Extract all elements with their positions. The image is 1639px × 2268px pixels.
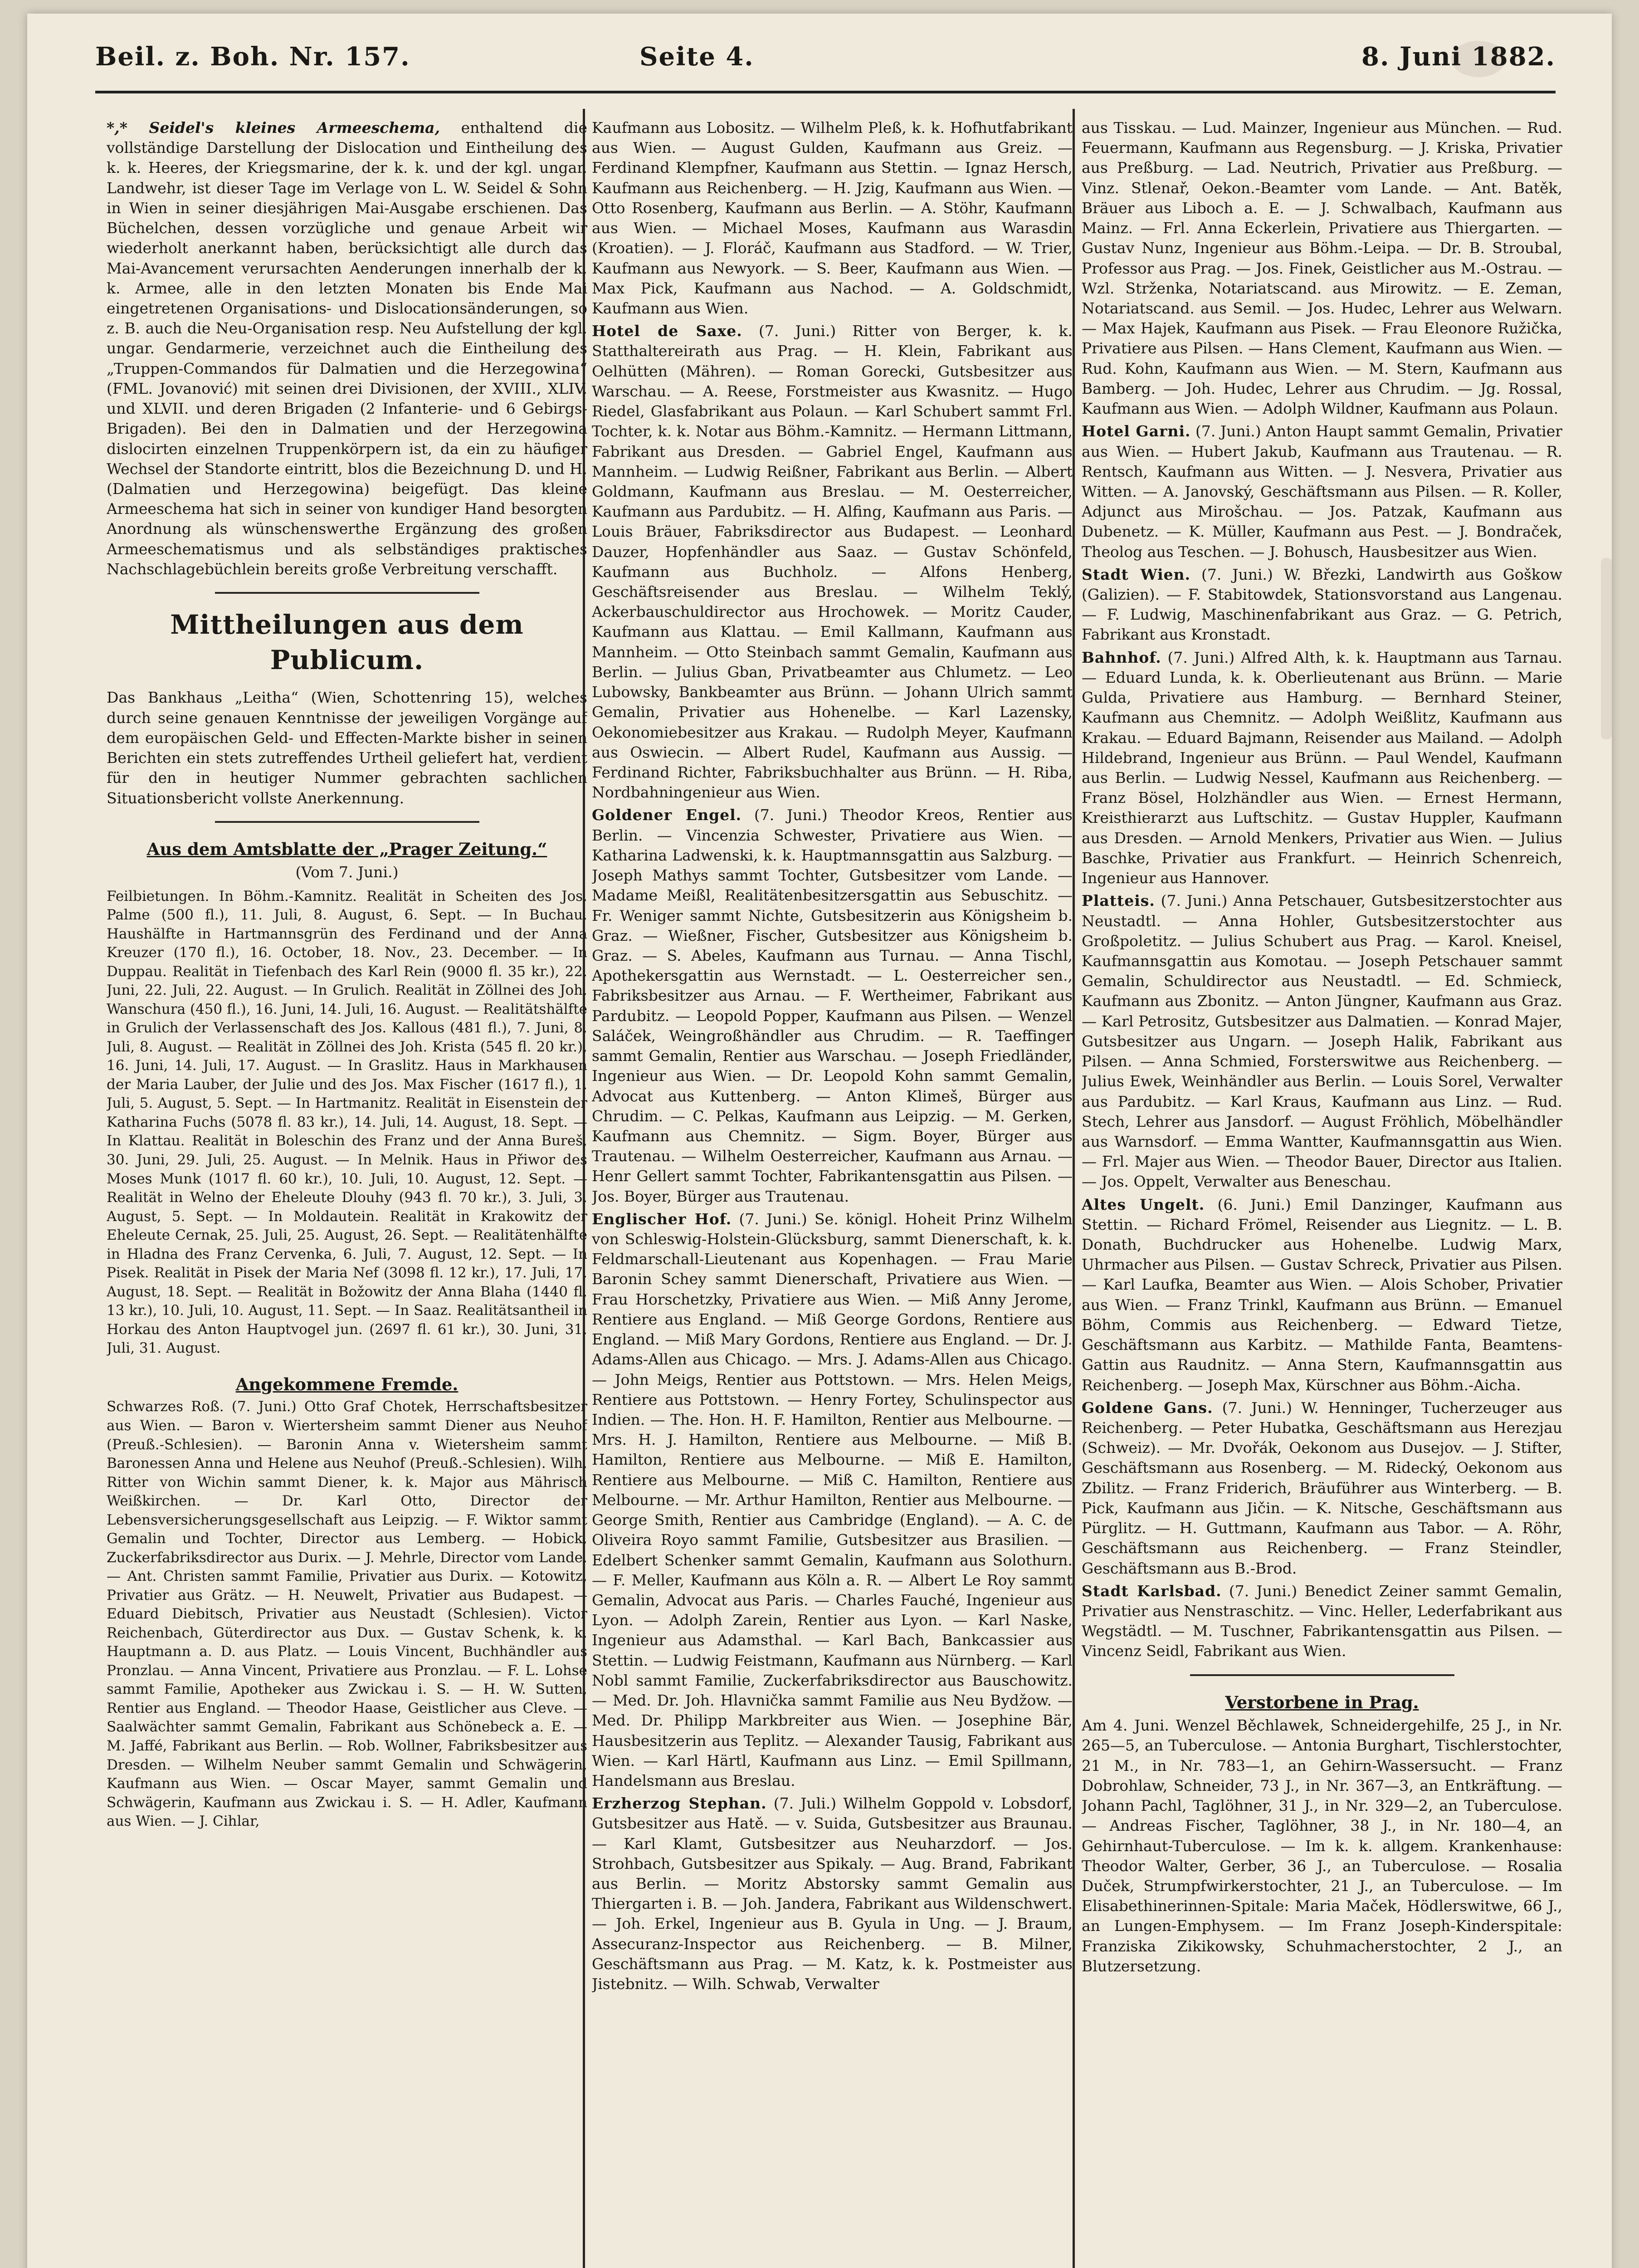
hotel-guests: (7. Juni.) Anna Petschauer, Gutsbesitzerstochter aus Neustadtl. — Anna Hohler, Gutsbesitzerstochter aus Großpoletitz. — Julius Schubert aus Prag. — Karol. Kneisel, Kaufmannsgattin aus Komotau. — Joseph Petschauer sammt Gemalin, Schuldirector aus Neustadtl. — Ed. Schmieck, Kaufmann aus Zbonitz. — Anton Jüngner, Kaufmann aus Graz. — Karl Petrositz, Gutsbesitzer aus Dalmatien. — Konrad Majer, Gutsbesitzer aus Ungarn. — Joseph Halik, Fabrikant aus Pilsen. — Anna Schmied, Forsterswitwe aus Reichenberg. — Julius Ewek, Weinhändler aus Berlin. — Louis Sorel, Verwalter aus Pardubitz. — Karl Kraus, Kaufmann aus Linz. — Rud. Stech, Lehrer aus Jansdorf. — August Fröhlich, Möbelhändler aus Warnsdorf. — Emma Wantter, Kaufmannsgattin aus Wien. — Frl. Majer aus Wien. — Theodor Bauer, Director aus Italien. — Jos. Oppelt, Verwalter aus Beneschau. [1082,892,1562,1191]
hotel-name: Erzherzog Stephan. [592,1794,767,1813]
separator [215,821,479,823]
hotel-guests: (7. Juni.) Alfred Alth, k. k. Hauptmann aus Tarnau. — Eduard Lunda, k. k. Oberlieutenant aus Brünn. — Marie Gulda, Privatiere aus Hamburg. — Bernhard Steiner, Kaufmann aus Chemnitz. — Adolph Weißlitz, Kaufmann aus Krakau. — Eduard Bajmann, Reisender aus Mailand. — Adolph Hildebrand, Ingenieur aus Brünn. — Paul Wendel, Kaufmann aus Berlin. — Ludwig Nessel, Kaufmann aus Reichenberg. — Franz Bösel, Holzhändler aus Wien. — Ernest Hermann, Kreisthierarzt aus Luftschitz. — Gustav Huppler, Kaufmann aus Dresden. — Arnold Menkers, Privatier aus Wien. — Julius Baschke, Privatier aus Frankfurt. — Heinrich Schenreich, Ingenieur aus Hannover. [1082,648,1562,887]
bank-notice: Das Bankhaus „Leitha“ (Wien, Schottenring 15), welches durch seine genauen Kenntnisse der jeweiligen Vorgänge auf dem europäischen Geld- und Effecten-Markte bisher in seinen Berichten ein stets zutreffendes Urtheil geliefert hat, verdient für den in heutiger Nummer gebrachten sachlichen Situationsbericht vollste Anerkennung. [107,689,587,807]
hotel-entry-engel [592,805,1073,1206]
amtsblatt-date: (Vom 7. Juni.) [295,863,399,881]
hotel-name: Hotel Garni. [1082,422,1191,440]
fremde-body: Schwarzes Roß. (7. Juni.) Otto Graf Chotek, Herrschaftsbesitzer aus Wien. — Baron v. Wiertersheim sammt Diener aus Neuhof (Preuß.-Schlesien). — Baronin Anna v. Wietersheim sammt Baronessen Anna und Helene aus Neuhof (Preuß.-Schlesien). Wilh. Ritter von Wichin sammt Diener, k. k. Major aus Mährisch Weißkirchen. — Dr. Karl Otto, Director der Lebensversicherungsgesellschaft aus Leipzig. — F. Wiktor sammt Gemalin und Tochter, Director aus Lemberg. — Hobick, Zuckerfabriksdirector aus Durix. — J. Mehrle, Director vom Lande. — Ant. Christen sammt Familie, Privatier aus Durix. — Kotowitz, Privatier aus Grätz. — H. Neuwelt, Privatier aus Budapest. — Eduard Diebitsch, Privatier aus Neustadt (Schlesien). Victor Reichenbach, Güterdirector aus Dux. — Gustav Schenk, k. k. Hauptmann a. D. aus Platz. — Louis Vincent, Buchhändler aus Pronzlau. — Anna Vincent, Privatiere aus Pronzlau. — F. L. Lohse sammt Familie, Apotheker aus Zwickau i. S. — H. W. Sutten, Rentier aus England. — Theodor Haase, Geistlicher aus Cleve. — Saalwächter sammt Gemalin, Fabrikant aus Schönebeck a. E. — M. Jaffé, Fabrikant aus Berlin. — Rob. Wollner, Fabriksbesitzer aus Dresden. — Wilhelm Neuber sammt Gemalin und Schwägerin, Kaufmann aus Wien. — Oscar Mayer, sammt Gemalin und Schwägerin, Kaufmann aus Zwickau i. S. — H. Adler, Kaufmann aus Wien. — J. Cihlar, [107,1398,587,1830]
hotel-entry-goldene-gans [1082,1398,1562,1579]
hotel-guests: (7. Juni.) W. Březki, Landwirth aus Goškow (Galizien). — F. Stabitowdek, Stationsvorstand aus Langenau. — F. Ludwig, Maschinenfabrikant aus Graz. — G. Petrich, Fabrikant aus Kronstadt. [1082,565,1562,644]
guest-list-continued: Kaufmann aus Lobositz. — Wilhelm Pleß, k. k. Hofhutfabrikant aus Wien. — August Gulden, Kaufmann aus Greiz. — Ferdinand Klempfner, Kaufmann aus Stettin. — Ignaz Hersch, Kaufmann aus Reichenberg. — H. Jzig, Kaufmann aus Wien. — Otto Rosenberg, Kaufmann aus Berlin. — A. Stöhr, Kaufmann aus Wien. — Michael Moses, Kaufmann aus Warasdin (Kroatien). — J. Floráč, Kaufmann aus Stadford. — W. Trier, Kaufmann aus Newyork. — S. Beer, Kaufmann aus Wien. — Max Pick, Kaufmann aus Nachod. — A. Goldschmidt, Kaufmann aus Wien. [592,119,1073,317]
hotel-entry-stadt-karlsbad [1082,1581,1562,1662]
guest-list-continued: aus Tisskau. — Lud. Mainzer, Ingenieur aus München. — Rud. Feuermann, Kaufmann aus Regensburg. — J. Kriska, Privatier aus Preßburg. — Lad. Neutrich, Privatier aus Preßburg. — Vinz. Stlenař, Oekon.-Beamter vom Lande. — Ant. Batěk, Bräuer aus Liboch a. E. — J. Schwalbach, Kaufmann aus Mainz. — Frl. Anna Eckerlein, Privatiere aus Thiergarten. — Gustav Nunz, Ingenieur aus Böhm.-Leipa. — Dr. B. Stroubal, Professor aus Prag. — Jos. Finek, Geistlicher aus M.-Ostrau. — Wzl. Strženka, Notariatscand. aus Mirowitz. — E. Zeman, Notariatscand. aus Semil. — Jos. Hudec, Lehrer aus Welwarn. — Max Hajek, Kaufmann aus Pisek. — Frau Eleonore Ružička, Privatiere aus Pilsen. — Hans Clement, Kaufmann aus Wien. — Rud. Kohn, Kaufmann aus Wien. — M. Stern, Kaufmann aus Bamberg. — Joh. Hudec, Lehrer aus Chrudim. — Jg. Rossal, Kaufmann aus Wien. — Adolph Wildner, Kaufmann aus Polaun. [1082,119,1562,418]
hotel-name: Altes Ungelt. [1082,1195,1205,1213]
hotel-name: Hotel de Saxe. [592,322,742,340]
separator [1190,1674,1454,1676]
notice-title: *,* Seidel's kleines Armeeschema, [107,119,440,137]
hotel-name: Stadt Wien. [1082,565,1191,583]
hotel-entry-altes-ungelt [1082,1195,1562,1395]
hotel-name: Goldener Engel. [592,806,742,824]
column-divider [1073,109,1075,2268]
column-3 [1082,118,1562,2268]
page-header [95,23,1556,93]
hotel-guests: (7. Juni.) Se. königl. Hoheit Prinz Wilhelm von Schleswig-Holstein-Glücksburg, sammt Dienerschaft, k. k. Feldmarschall-Lieutenant aus Kopenhagen. — Frau Marie Baronin Schey sammt Dienerschaft, Privatiere aus Wien. — Frau Horschetzky, Privatiere aus Wien. — Miß Anny Jerome, Rentiere aus England. — Miß George Gordons, Rentiere aus England. — Miß Mary Gordons, Rentiere aus England. — Dr. J. Adams-Allen aus Chicago. — Mrs. J. Adams-Allen aus Chicago. — John Meigs, Rentier aus Pottstown. — Mrs. Helen Meigs, Rentiere aus Pottstown. — Henry Fortey, Schulinspector aus Indien. — The. Hon. H. F. Hamilton, Rentier aus Melbourne. — Mrs. H. J. Hamilton, Rentiere aus Melbourne. — Miß B. Hamilton, Rentiere aus Melbourne. — Miß E. Hamilton, Rentiere aus Melbourne. — Miß C. Hamilton, Rentiere aus Melbourne. — Mr. Arthur Hamilton, Rentier aus Melbourne. — George Smith, Rentier aus Cambridge (England). — A. C. de Oliveira Royo sammt Familie, Gutsbesitzer aus Brasilien. — Edelbert Schenker sammt Gemalin, Kaufmann aus Solothurn. — F. Meller, Kaufmann aus Köln a. R. — Albert Le Roy sammt Gemalin, Advocat aus Paris. — Charles Fauché, Ingenieur aus Lyon. — Adolph Zarein, Rentier aus Lyon. — Karl Naske, Ingenieur aus Adamsthal. — Karl Bach, Bankcassier aus Stettin. — Ludwig Feistmann, Kaufmann aus Nürnberg. — Karl Nobl sammt Familie, Zuckerfabriksdirector aus Bauschowitz. — Med. Dr. Joh. Hlavnička sammt Familie aus Neu Bydžow. — Med. Dr. Philipp Markbreiter aus Wien. — Josephine Bär, Hausbesitzerin aus Teplitz. — Alexander Tausig, Fabrikant aus Wien. — Karl Härtl, Kaufmann aus Linz. — Emil Spillmann, Handelsmann aus Breslau. [592,1210,1073,1789]
hotel-name: Goldene Gans. [1082,1398,1213,1417]
page-edge-shadow [1601,558,1612,739]
hotel-entry-platteis [1082,891,1562,1192]
armeeschema-notice [107,118,587,579]
hotel-guests: (7. Juni.) Ritter von Berger, k. k. Statthaltereirath aus Prag. — H. Klein, Fabrikant aus Oelhütten (Mähren). — Roman Gorecki, Gutsbesitzer aus Warschau. — A. Reese, Forstmeister aus Kwasnitz. — Hugo Riedel, Glasfabrikant aus Polaun. — Karl Schubert sammt Frl. Tochter, k. k. Notar aus Böhm.-Kamnitz. — Hermann Littmann, Fabrikant aus Dresden. — Gabriel Engel, Kaufmann aus Mannheim. — Ludwig Reißner, Fabrikant aus Berlin. — Albert Goldmann, Kaufmann aus Breslau. — M. Oesterreicher, Kaufmann aus Pardubitz. — H. Alfing, Kaufmann aus Paris. — Louis Bräuer, Fabriksdirector aus Budapest. — Leonhard Dauzer, Hopfenhändler aus Saaz. — Gustav Schönfeld, Kaufmann aus Buchholz. — Alfons Henberg, Geschäftsreisender aus Breslau. — Wilhelm Teklý, Ackerbauschuldirector aus Hrochowek. — Moritz Cauder, Kaufmann aus Klattau. — Emil Kallmann, Kaufmann aus Mannheim. — Otto Steinbach sammt Gemalin, Kaufmann aus Berlin. — Julius Gban, Privatbeamter aus Chlumetz. — Leo Lubowsky, Bankbeamter aus Brünn. — Johann Ulrich sammt Gemalin, Privatier aus Hohenelbe. — Karl Lazensky, Oekonomiebesitzer aus Krakau. — Rudolph Meyer, Kaufmann aus Oswiecin. — Albert Rudel, Kaufmann aus Aussig. — Ferdinand Richter, Fabriksbuchhalter aus Brünn. — H. Riba, Nordbahningenieur aus Wien. [592,322,1073,802]
hotel-entry-stephan [592,1794,1073,1994]
column-1 [107,118,587,2268]
hotel-entry-saxe [592,321,1073,802]
hotel-name: Bahnhof. [1082,648,1161,666]
column-2 [592,118,1073,2268]
verstorbene-body: Am 4. Juni. Wenzel Běchlawek, Schneidergehilfe, 25 J., in Nr. 265—5, an Tuberculose. — Antonia Burghart, Tischlerstochter, 21 M., in Nr. 783—1, an Gehirn-Wassersucht. — Franz Dobrohlaw, Schneider, 73 J., in Nr. 367—3, an Entkräftung. — Johann Pachl, Taglöhner, 31 J., in Nr. 329—2, an Tuberculose. — Andreas Fischer, Taglöhner, 38 J., in Nr. 180—4, an Gehirnhaut-Tuberculose. — Im k. k. allgem. Krankenhause: Theodor Walter, Gerber, 36 J., an Tuberculose. — Rosalia Duček, Strumpfwirkerstochter, 21 J., an Tuberculose. — Im Elisabethinerinnen-Spitale: Maria Maček, Hödlerswitwe, 66 J., an Lungen-Emphysem. — Im Franz Joseph-Kinderspitale: Franziska Zikikowsky, Schuhmacherstochter, 2 J., an Blutzersetzung. [1082,1716,1562,1975]
paper-stain [1451,41,1506,77]
hotel-entry-stadt-wien [1082,565,1562,645]
notice-body: enthaltend die vollständige Darstellung der Dislocation und Eintheilung des k. k. Heeres, der Kriegsmarine, der k. k. und der kgl. ungar. Landwehr, ist dieser Tage im Verlage von L. W. Seidel & Sohn in Wien in seiner diesjährigen Mai-Ausgabe erschienen. Das Büchelchen, dessen vorzügliche und genaue Arbeit wir wiederholt anerkannt haben, berücksichtigt alle durch das Mai-Avancement verursachten Aenderungen innerhalb der k. k. Armee, alle in den letzten Monaten bis Ende Mai eingetretenen Organisations- und Dislocationsänderungen, so z. B. auch die Neu-Organisation resp. Neu Aufstellung der kgl. ungar. Gendarmerie, verzeichnet auch die Eintheilung des „Truppen-Commandos für Dalmatien und die Herzegowina“ (FML. Jovanović) mit seinen drei Divisionen, der XVIII., XLIV. und XLVII. und deren Brigaden (2 Infanterie- und 6 Gebirgs-Brigaden). Bei den in Dalmatien und der Herzegowina dislocirten einzelnen Truppenkörpern ist, da ein zu häufiger Wechsel der Standorte eintritt, blos die Bezeichnung D. und H. (Dalmatien und Herzegowina) beigefügt. Das kleine Armeeschema hat sich in seiner von kundiger Hand besorgten Anordnung als wünschenswerthe Ergänzung des großen Armeeschematismus und als selbständiges praktisches Nachschlagebüchlein bereits große Verbreitung verschafft. [107,119,587,578]
amtsblatt-heading: Aus dem Amtsblatte der „Prager Zeitung.“ [146,839,547,859]
hotel-name: Englischer Hof. [592,1210,732,1228]
header-issue: Beil. z. Boh. Nr. 157. [95,42,410,72]
fremde-heading: Angekommene Fremde. [235,1374,459,1394]
hotel-guests: (7. Juni.) Theodor Kreos, Rentier aus Berlin. — Vincenzia Schwester, Privatiere aus Wien. — Katharina Ladwenski, k. k. Hauptmannsgattin aus Salzburg. — Joseph Mathys sammt Tochter, Gutsbesitzer vom Lande. — Madame Meißl, Realitätenbesitzersgattin aus Sebuschitz. — Fr. Weniger sammt Nichte, Gutsbesitzerin aus Königsheim b. Graz. — Wießner, Fischer, Gutsbesitzer aus Königsheim b. Graz. — S. Abeles, Kaufmann aus Turnau. — Anna Tischl, Apothekersgattin aus Wernstadt. — L. Oesterreicher sen., Fabriksbesitzer aus Arnau. — F. Wertheimer, Fabrikant aus Pardubitz. — Leopold Popper, Kaufmann aus Pilsen. — Wenzel Saláček, Weingroßhändler aus Chrudim. — R. Taeffinger sammt Gemalin, Rentier aus Warschau. — Joseph Friedländer, Ingenieur aus Wien. — Dr. Leopold Kohn sammt Gemalin, Advocat aus Kuttenberg. — Anton Klimeš, Bürger aus Chrudim. — C. Pelkas, Kaufmann aus Leipzig. — M. Gerken, Kaufmann aus Chemnitz. — Sigm. Boyer, Bürger aus Trautenau. — Wilhelm Oesterreicher, Kaufmann aus Arnau. — Henr Gellert sammt Tochter, Fabrikantensgattin aus Pilsen. — Jos. Boyer, Bürger aus Trautenau. [592,806,1073,1205]
header-date: 8. Juni 1882. [1361,42,1556,72]
hotel-guests: (6. Juni.) Emil Danzinger, Kaufmann aus Stettin. — Richard Frömel, Reisender aus Liegnitz. — L. B. Donath, Buchdrucker aus Hohenelbe. Ludwig Marx, Uhrmacher aus Pilsen. — Gustav Schreck, Privatier aus Pilsen. — Karl Laufka, Beamter aus Wien. — Alois Schober, Privatier aus Wien. — Franz Trinkl, Kaufmann aus Brünn. — Emanuel Böhm, Commis aus Reichenberg. — Edward Tietze, Geschäftsmann aus Karbitz. — Mathilde Fanta, Beamtens-Gattin aus Raudnitz. — Anna Stern, Kaufmannsgattin aus Reichenberg. — Joseph Max, Kürschner aus Böhm.-Aicha. [1082,1195,1562,1394]
section-title-mittheilungen: Mittheilungen aus dem Publicum. [170,609,524,675]
hotel-guests: (7. Juni.) Benedict Zeiner sammt Gemalin, Privatier aus Nenstraschitz. — Vinc. Heller, Lederfabrikant aus Wegstädtl. — M. Tuschner, Fabrikantensgattin aus Pilsen. — Vincenz Seidl, Fabrikant aus Wien. [1082,1582,1562,1660]
verstorbene-heading: Verstorbene in Prag. [1225,1692,1419,1712]
hotel-guests: (7. Juni.) W. Henninger, Tucherzeuger aus Reichenberg. — Peter Hubatka, Geschäftsmann aus Herezjau (Schweiz). — Mr. Dvořák, Oekonom aus Dusejov. — J. Stifter, Geschäftsmann aus Rosenberg. — M. Ridecký, Oekonom aus Zbilitz. — Franz Friderich, Bräuführer aus Winterberg. — B. Pick, Kaufmann aus Jičin. — K. Nitsche, Geschäftsmann aus Pürglitz. — H. Guttmann, Kaufmann aus Tabor. — A. Röhr, Geschäftsmann aus Reichenberg. — Franz Steindler, Geschäftsmann aus B.-Brod. [1082,1398,1562,1577]
hotel-entry-bahnhof [1082,648,1562,889]
header-page-number: Seite 4. [639,42,754,72]
hotel-guests: (7. Juli.) Wilhelm Goppold v. Lobsdorf, Gutsbesitzer aus Hatě. — v. Suida, Gutsbesitzer aus Braunau. — Karl Klamt, Gutsbesitzer aus Neuharzdorf. — Jos. Strohbach, Gutsbesitzer aus Spikaly. — Aug. Brand, Fabrikant aus Berlin. — Moritz Abstorsky sammt Gemalin aus Thiergarten i. B. — Joh. Jandera, Fabrikant aus Wildenschwert. — Joh. Erkel, Ingenieur aus B. Gyula in Ung. — J. Braum, Assecuranz-Inspector aus Reichenberg. — B. Milner, Geschäftsmann aus Prag. — M. Katz, k. k. Postmeister aus Jistebnitz. — Wilh. Schwab, Verwalter [592,1794,1073,1993]
hotel-name: Stadt Karlsbad. [1082,1582,1222,1600]
newspaper-page [27,14,1612,2268]
hotel-entry-garni [1082,421,1562,562]
hotel-name: Platteis. [1082,892,1155,910]
amtsblatt-body: Feilbietungen. In Böhm.-Kamnitz. Realität in Scheiten des Jos. Palme (500 fl.), 11. Juli, 8. August, 6. Sept. — In Buchau. Haushälfte in Hartmannsgrün des Ferdinand und der Anna Kreuzer (170 fl.), 16. October, 18. Nov., 23. December. — In Duppau. Realität in Tiefenbach des Karl Rein (9000 fl. 35 kr.), 22. Juni, 22. Juli, 22. August. — In Grulich. Realität in Zöllnei des Joh. Wanschura (450 fl.), 16. Juni, 14. Juli, 16. August. — Realitätshälfte in Grulich der Verlassenschaft des Jos. Kallous (481 fl.), 7. Juni, 8. Juli, 8. August. — Realität in Zöllnei des Joh. Krista (545 fl. 20 kr.), 16. Juni, 14. Juli, 17. August. — In Graslitz. Haus in Markhausen der Maria Lauber, der Julie und des Jos. Max Fischer (1617 fl.), 1. Juli, 5. August, 5. Sept. — In Hartmanitz. Realität in Eisenstein der Katharina Fuchs (5078 fl. 83 kr.), 14. Juli, 14. August, 18. Sept. — In Klattau. Realität in Boleschin des Franz und der Anna Bureš, 30. Juni, 29. Juli, 25. August. — In Melnik. Haus in Přiwor des Moses Munk (1017 fl. 60 kr.), 10. Juli, 10. August, 12. Sept. — Realität in Welno der Eheleute Dlouhy (943 fl. 70 kr.), 3. Juli, 3. August, 5. Sept. — In Moldautein. Realität in Krakowitz der Eheleute Cernak, 25. Juli, 25. August, 26. Sept. — Realitätenhälfte in Hladna des Franz Cervenka, 6. Juli, 7. August, 12. Sept. — In Pisek. Realität in Pisek der Maria Nef (3098 fl. 12 kr.), 17. Juli, 17. August, 18. Sept. — Realität in Božowitz der Anna Blaha (1440 fl. 13 kr.), 10. Juli, 10. August, 11. Sept. — In Saaz. Realitätsantheil in Horkau des Anton Hauptvogel jun. (2697 fl. 61 kr.), 30. Juni, 31. Juli, 31. August. [107,888,587,1357]
hotel-guests: (7. Juni.) Anton Haupt sammt Gemalin, Privatier aus Wien. — Hubert Jakub, Kaufmann aus Trautenau. — R. Rentsch, Kaufmann aus Witten. — J. Nesvera, Privatier aus Witten. — A. Janovský, Geschäftsmann aus Pilsen. — R. Koller, Adjunct aus Mirošchau. — Jos. Patzak, Kaufmann aus Dubenetz. — K. Müller, Kaufmann aus Pest. — J. Bondraček, Theolog aus Teschen. — J. Bohusch, Hausbesitzer aus Wien. [1082,422,1562,561]
separator [215,592,479,594]
hotel-entry-englisch [592,1209,1073,1791]
